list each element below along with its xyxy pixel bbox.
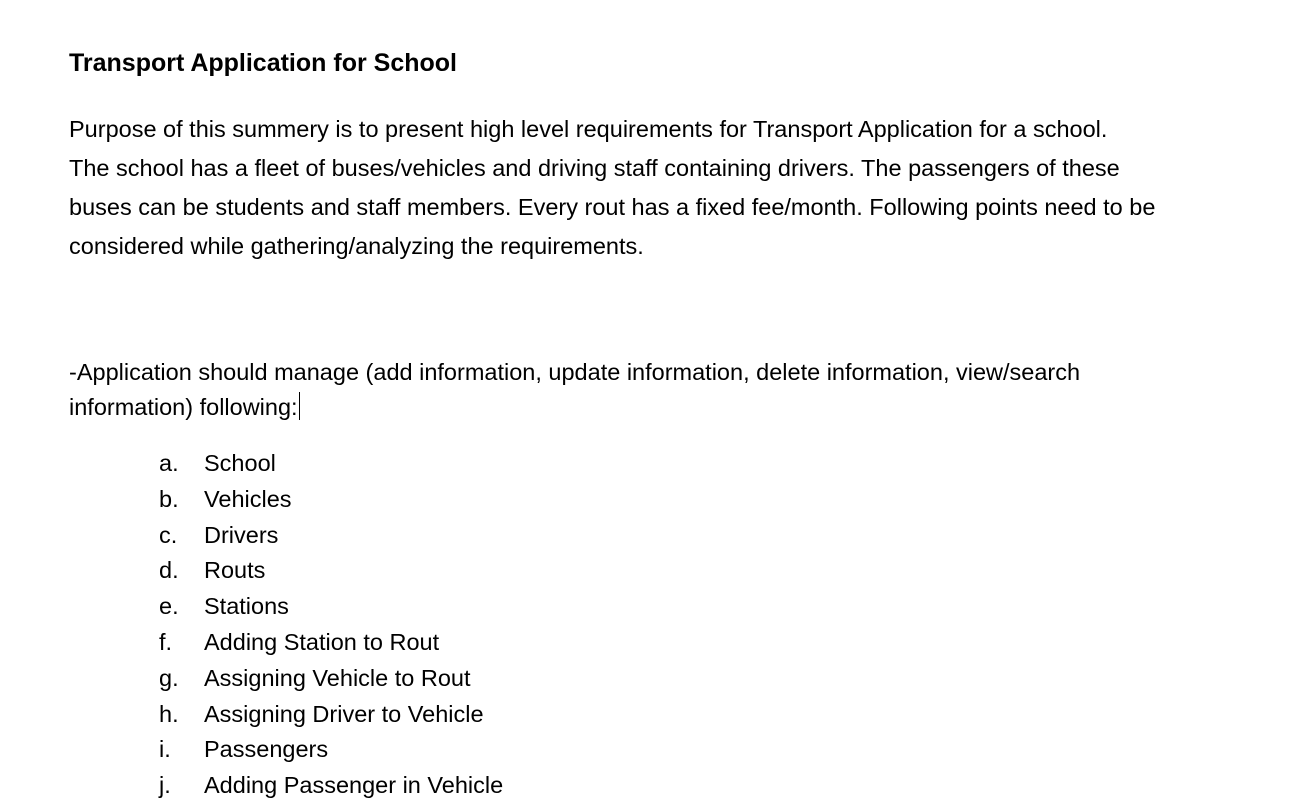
list-item-text: Assigning Driver to Vehicle [204, 700, 484, 727]
purpose-line: considered while gathering/analyzing the requirements. [69, 233, 644, 259]
instruction-line: information) following: [69, 394, 298, 420]
list-marker: i. [159, 736, 171, 763]
list-item-text: Vehicles [204, 485, 292, 512]
list-marker: b. [159, 485, 179, 512]
list-marker: g. [159, 664, 179, 691]
list-item [159, 767, 503, 803]
purpose-line: buses can be students and staff members. Every rout has a fixed fee/month. Following points need to be [69, 194, 1156, 220]
list-item [159, 624, 503, 660]
purpose-line: The school has a fleet of buses/vehicles and driving staff containing drivers. The passengers of these [69, 155, 1120, 181]
list-marker: f. [159, 628, 173, 655]
list-item [159, 481, 503, 517]
list-item-text: Assigning Vehicle to Rout [204, 664, 471, 691]
list-marker: j. [159, 772, 171, 799]
list-item [159, 731, 503, 767]
list-marker: d. [159, 557, 179, 584]
text-cursor [299, 392, 300, 420]
list-item [159, 588, 503, 624]
list-item-text: Drivers [204, 521, 279, 548]
requirements-list [159, 445, 503, 803]
list-marker: a. [159, 450, 179, 476]
list-marker: c. [159, 521, 178, 548]
list-item-text: Passengers [204, 736, 329, 763]
document-title: Transport Application for School [69, 49, 457, 77]
list-item [159, 696, 503, 732]
list-item-text: Stations [204, 593, 289, 620]
list-item-text: Routs [204, 557, 266, 584]
instruction-line: -Application should manage (add information, update information, delete information, view/search [69, 359, 1081, 385]
purpose-paragraph [69, 110, 1244, 266]
list-item [159, 660, 503, 696]
list-item-text: Adding Passenger in Vehicle [204, 772, 504, 799]
list-item [159, 517, 503, 553]
instruction-paragraph [69, 355, 1244, 425]
list-item-text: School [204, 450, 276, 476]
purpose-line: Purpose of this summery is to present high level requirements for Transport Application for a school. [69, 116, 1108, 142]
list-marker: h. [159, 700, 179, 727]
list-item-text: Adding Station to Rout [204, 628, 440, 655]
list-marker: e. [159, 593, 179, 620]
list-item [159, 552, 503, 588]
list-item [159, 445, 503, 481]
